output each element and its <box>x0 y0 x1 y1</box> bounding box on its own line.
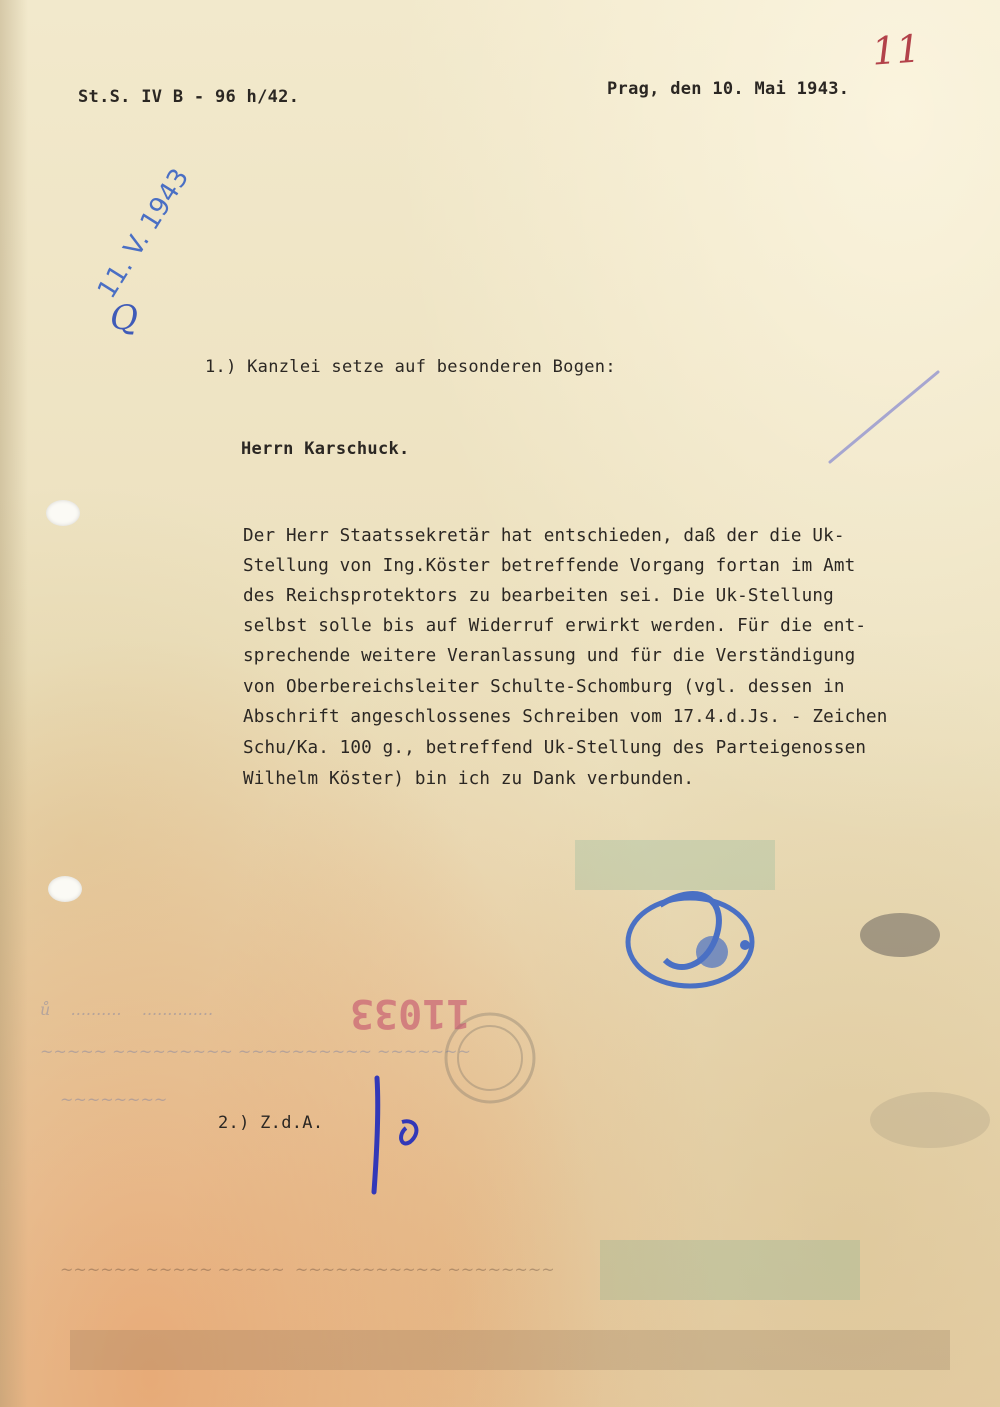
show-through-text: ~~~~~ ~~~~~~~~~ ~~~~~~~~~~ ~~~~~~~ <box>40 1042 471 1061</box>
body-line: Stellung von Ing.Köster betreffende Vorgang fortan im Amt <box>243 556 856 576</box>
addressee: Herrn Karschuck. <box>241 439 410 459</box>
body-line: des Reichsprotektors zu bearbeiten sei. Die Uk-Stellung <box>243 586 834 606</box>
body-line: Der Herr Staatssekretär hat entschieden, daß der die Uk- <box>243 526 845 546</box>
grey-smudge <box>860 913 990 1148</box>
handwritten-page-number: 11 <box>870 26 922 74</box>
body-line: Schu/Ka. 100 g., betreffend Uk-Stellung des Parteigenossen <box>243 738 867 758</box>
received-initial: Q <box>110 298 138 338</box>
body-line: von Oberbereichsleiter Schulte-Schomburg (vgl. dessen in <box>243 677 845 697</box>
blue-pencil-mark <box>374 1078 416 1192</box>
place-date: Prag, den 10. Mai 1943. <box>607 79 850 99</box>
body-line: sprechende weitere Veranlassung und für die Verständigung <box>243 646 856 666</box>
bottom-bleed-marks <box>70 1330 950 1370</box>
show-through-text: ~~~~~~ ~~~~~ ~~~~~ ~~~~~~~~~~~ ~~~~~~~~ <box>60 1260 555 1279</box>
item2-instruction: 2.) Z.d.A. <box>218 1113 324 1133</box>
reference-number: St.S. IV B - 96 h/42. <box>78 87 300 107</box>
blue-signature <box>628 894 752 986</box>
show-through-text: ů .......... .............. <box>40 1000 214 1019</box>
show-through-text: ~~~~~~~~ <box>60 1090 168 1109</box>
received-date-stamp: 11. V. 1943 <box>92 163 196 304</box>
pencil-stroke <box>830 372 938 462</box>
body-line: Wilhelm Köster) bin ich zu Dank verbunden. <box>243 769 695 789</box>
body-line: selbst solle bis auf Widerruf erwirkt werden. Für die ent- <box>243 616 867 636</box>
item1-instruction: 1.) Kanzlei setze auf besonderen Bogen: <box>205 357 616 377</box>
red-stamp-number: 11033 <box>350 990 471 1036</box>
body-line: Abschrift angeschlossenes Schreiben vom 17.4.d.Js. - Zeichen <box>243 707 888 727</box>
